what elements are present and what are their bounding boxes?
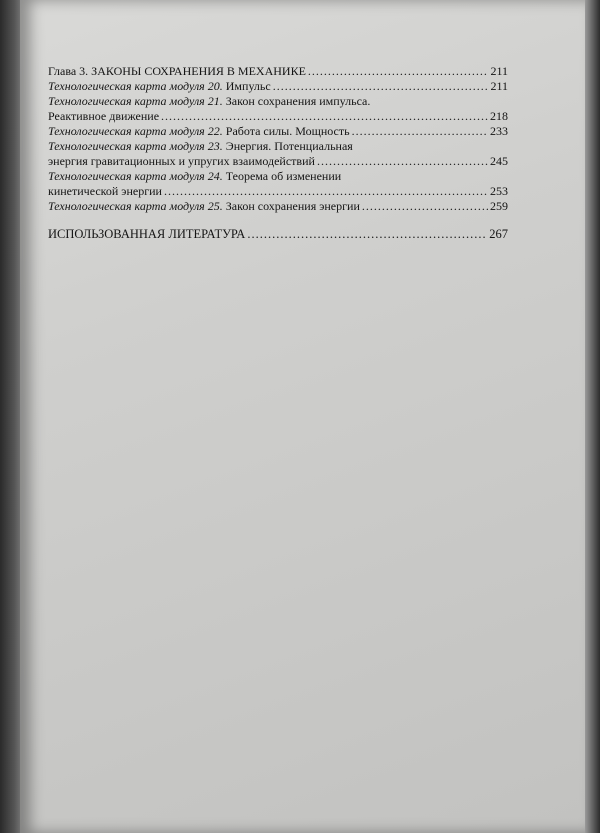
toc-literature-page: 267 (489, 227, 508, 241)
toc-entry-module-25 (48, 199, 508, 214)
dot-leader (247, 227, 487, 242)
toc-entry-page: 233 (490, 124, 508, 138)
toc-entry-page: 245 (490, 154, 508, 168)
toc-entry-title: Теорема об изменении (225, 169, 342, 183)
table-of-contents (48, 64, 508, 242)
toc-chapter-3-title: Глава 3. ЗАКОНЫ СОХРАНЕНИЯ В МЕХАНИКЕ (48, 64, 306, 78)
dot-leader (273, 79, 489, 94)
dot-leader (308, 64, 489, 79)
toc-entry-page: 259 (490, 199, 508, 213)
dot-leader (161, 109, 488, 124)
toc-entry-title: Импульс (225, 79, 271, 93)
toc-entry-title: Закон сохранения энергии (225, 199, 360, 213)
toc-entry-module-21-cont (48, 109, 508, 124)
dot-leader (362, 199, 488, 214)
dot-leader (317, 154, 488, 169)
toc-entry-module-24 (48, 169, 508, 184)
toc-entry-module-label: Технологическая карта модуля 23. (48, 139, 223, 153)
toc-entry-page: 218 (490, 109, 508, 123)
toc-entry-module-22 (48, 124, 508, 139)
page-edge-shadow (585, 0, 600, 833)
toc-entry-continuation: энергия гравитационных и упругих взаимодействий (48, 154, 315, 168)
toc-entry-module-21 (48, 94, 508, 109)
dot-leader (164, 184, 488, 199)
toc-entry-title: Энергия. Потенциальная (225, 139, 353, 153)
toc-entry-module-23 (48, 139, 508, 154)
toc-entry-module-label: Технологическая карта модуля 22. (48, 124, 223, 138)
toc-entry-continuation: Реактивное движение (48, 109, 160, 123)
toc-literature (48, 227, 508, 242)
toc-entry-title: Закон сохранения импульса. (225, 94, 371, 108)
toc-entry-page: 253 (490, 184, 508, 198)
toc-entry-title: Работа силы. Мощность (225, 124, 350, 138)
toc-chapter-3-page: 211 (490, 64, 508, 78)
toc-entry-continuation: кинетической энергии (48, 184, 162, 198)
spacer (48, 214, 508, 227)
dot-leader (352, 124, 488, 139)
toc-entry-module-label: Технологическая карта модуля 20. (48, 79, 223, 93)
toc-entry-module-24-cont (48, 184, 508, 199)
toc-chapter-3 (48, 64, 508, 79)
toc-entry-module-20 (48, 79, 508, 94)
toc-entry-module-23-cont (48, 154, 508, 169)
toc-entry-page: 211 (490, 79, 508, 93)
toc-entry-module-label: Технологическая карта модуля 21. (48, 94, 223, 108)
toc-literature-title: ИСПОЛЬЗОВАННАЯ ЛИТЕРАТУРА (48, 227, 246, 241)
toc-entry-module-label: Технологическая карта модуля 25. (48, 199, 223, 213)
toc-entry-module-label: Технологическая карта модуля 24. (48, 169, 223, 183)
